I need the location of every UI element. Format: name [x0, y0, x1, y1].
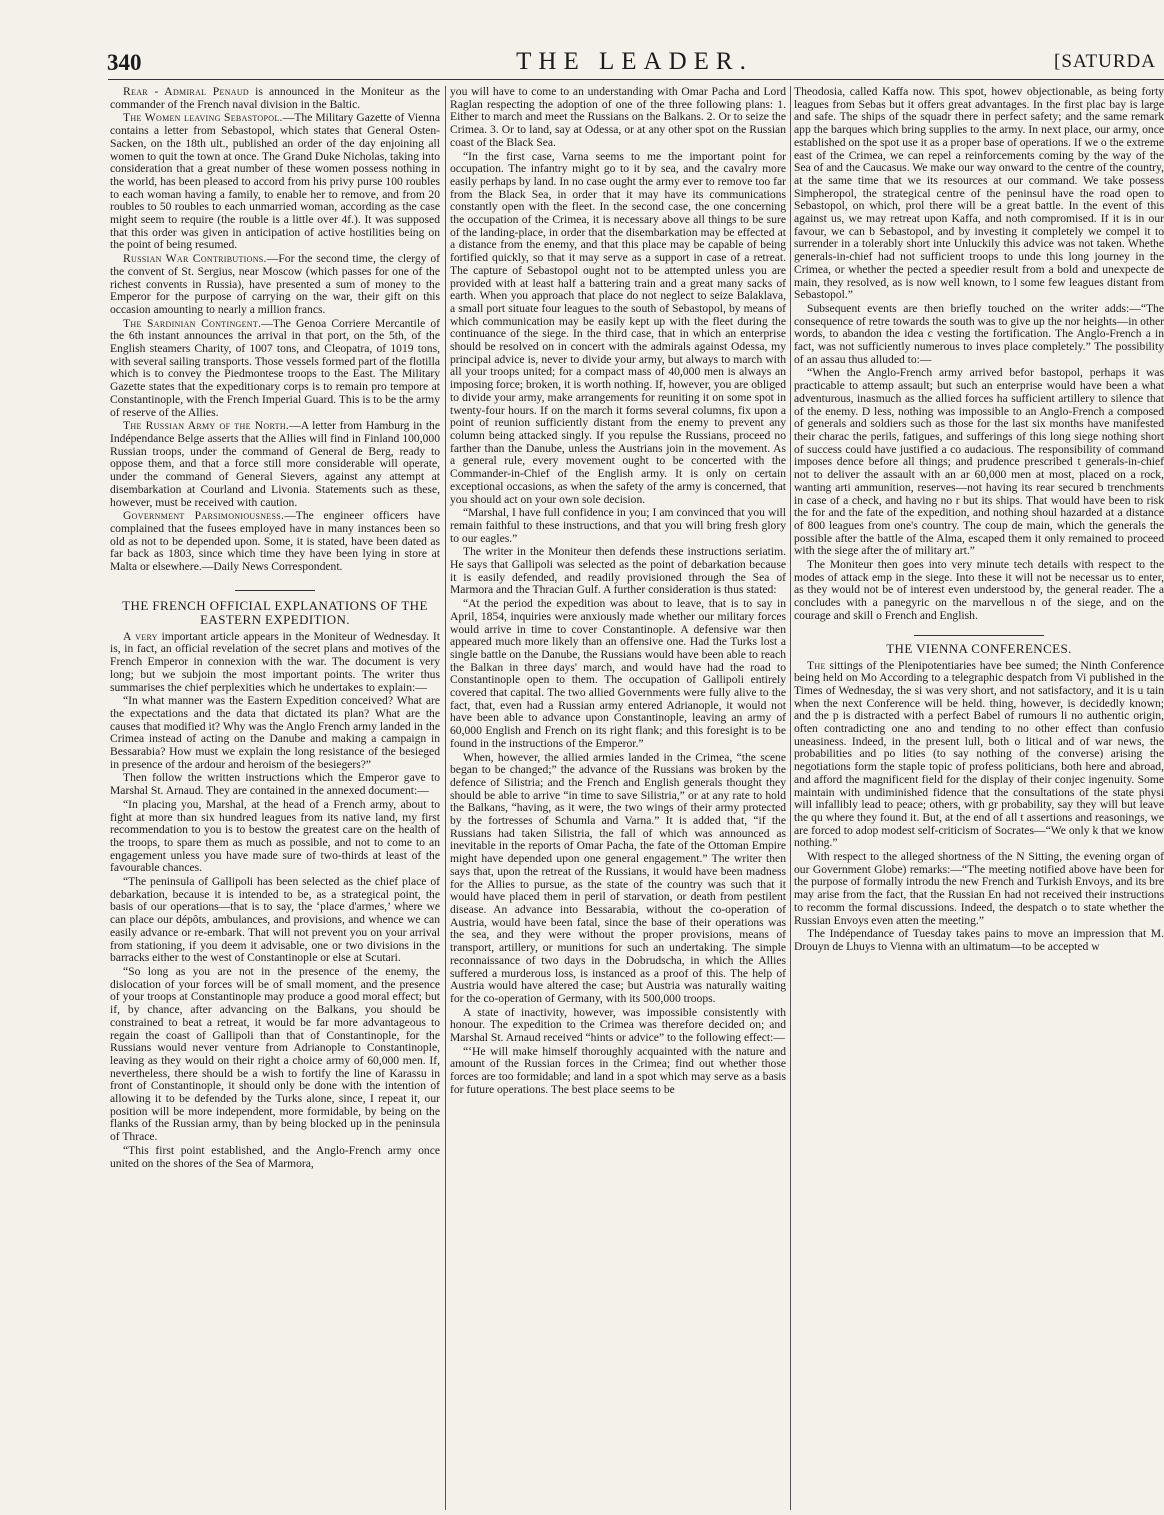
column-2 — [450, 86, 786, 1510]
running-head: [SATURDA — [1054, 51, 1156, 72]
column-separator — [790, 86, 791, 1510]
paragraph-lead: The Sardinian Contingent. — [123, 316, 262, 330]
article-paragraph — [110, 318, 440, 420]
article-heading-french-explanations: THE FRENCH OFFICIAL EXPLANATIONS OF THE EASTERN EXPEDITION. — [122, 597, 428, 627]
paragraph-lead: Rear - Admiral Penaud — [123, 86, 249, 98]
quoted-paragraph: “In what manner was the Eastern Expedition conceived? What are the expectations and the data that dictated its plan? What are the causes that modified it? Why was the Anglo French army landed in the Crimea instead of acting on the Danube and making a campaign in Bessarabia? How must we explain the long resistance of the besieged in presence of the ardour and heroism of the besiegers?” — [110, 694, 440, 771]
article-paragraph: When, however, the allied armies landed in the Crimea, “the scene began to be changed;” the advance of the Russians was broken by the defence of Silistria; and the French and English generals thought they should be able to arrive “in time to save Silistria,” or at any rate to hold the Balkans, “having, as it were, the two wings of their army protected by the fortresses of Schumla and Varna.” It is added that, “if the Russians had taken Silistria, the fall of which was announced as inevitable in the reports of Omar Pacha, the fate of the Ottoman Empire might have depended upon one general engagement.” The writer then says that, upon the retreat of the Russians, it would have been madness for the Allies to pursue, as the state of the country was such that it would have placed them in peril of starvation, or death from pestilent disease. An advance into Bessarabia, without the co-operation of Austria, would have been fatal, since the base of their operations was the sea, and they were without the proper provisions, means of transport, artillery, or munitions for such an undertaking. The simple reconnaissance of two days in the Dobrudscha, in which the Allies suffered a murderous loss, is instanced as a proof of this. The help of Austria would have altered the case; but Austria was naturally waiting for the co-operation of Germany, with its 500,000 troops. — [450, 750, 786, 1005]
paragraph-text: —The engineer officers have complained that the fusees employed have in many instances been so old as not to be depended upon. Some, it is stated, have been dated as far back as 1803, since which time they have been lying in store at Malta or elsewhere.—Daily News Correspondent. — [110, 509, 440, 574]
article-paragraph — [110, 112, 440, 252]
article-paragraph: With respect to the alleged shortness of the N Sitting, the evening organ of our Government Globe) remarks:—“The meeting notified above have been for the purpose of formally introdu the new French and Turkish Envoys, and its bre may arise from the fact, that the Russian En had not received their instructions to recomm the formal discussions. Indeed, the despatch o to state whether the Russian Envoys even atten the meeting.” — [794, 850, 1164, 927]
column-3 — [794, 86, 1164, 1510]
paragraph-lead: Government Parsimoniousness. — [123, 509, 285, 523]
page-number: 340 — [107, 50, 142, 75]
quoted-paragraph: “Marshal, I have full confidence in you; I am convinced that you will remain faithful to these instructions, and that you will bring fresh glory to our eagles.” — [450, 506, 786, 545]
article-paragraph — [110, 253, 440, 317]
masthead — [105, 48, 1164, 80]
paragraph-text: —For the second time, the clergy of the convent of St. Sergius, near Moscow (which passes for one of the richest convents in Russia), have presented a sum of money to the Emperor for the purpose of carrying on the war, their gift on this occasion amounting to nearly a million francs. — [110, 252, 440, 316]
section-divider — [914, 635, 1044, 636]
article-paragraph: The Indépendance of Tuesday takes pains to move an impression that M. Drouyn de Lhuys to Vienna with an ultimatum—to be accepted w — [794, 927, 1164, 953]
paragraph-text: sittings of the Plenipotentiaries have bee sumed; the Ninth Conference being held on Mo According to a telegraphic despatch from Vi published in the Times of Wednesday, the si was very short, and not satisfactory, and it is u tain when the next Conference will be held. thing, however, is decidedly known; and the p is distracted with a perfect Babel of rumours li no authentic origin, often contradicting one ano and tending to no other effect than confusio uneasiness. Indeed, in the present lull, both o litical and of war news, the probabilities and po lities (to say nothing of the converse) arising the negotiations form the staple topic of profess politicians, both here and abroad, and afford the magnificent field for the display of their conjec ingenuity. Some maintain with undiminished fidence that the consultations of the state physi will infallibly lead to peace; others, with gr probability, say they will but leave the qu where they found it. But, at the end of all t assertions and reasonings, we are forced to adop modest self-criticism of Socrates—“We only k that we know nothing.” — [794, 658, 1164, 850]
paragraph-lead: Russian War Contributions. — [123, 252, 267, 266]
article-paragraph: Subsequent events are then briefly touched on the writer adds:—“The consequence of retre towards the south was to give up the nor heights—in other words, to abandon the idea c vesting the fortification. The Anglo-French a in fact, was not sufficiently numerous to inves place completely.” The possibility of an assau thus alluded to:— — [794, 301, 1164, 366]
article-heading-vienna-conferences: THE VIENNA CONFERENCES. — [886, 640, 1072, 656]
article-paragraph: The Moniteur then goes into very minute tech details with respect to the modes of attack emp in the siege. Into these it will not be necessar us to enter, as they would not be of interest even understood by, the general reader. The a concludes with a panegyric on the marvellous n of the siege, and on the courage and skill o French and English. — [794, 558, 1164, 622]
section-divider — [235, 590, 315, 591]
paragraph-text: is announced in the Moniteur as the commander of the French naval division in the Baltic. — [110, 86, 440, 111]
article-paragraph — [110, 420, 440, 509]
paragraph-text: —The Military Gazette of Vienna contains a letter from Sebastopol, which states that General Osten-Sacken, on the 18th ult., published an order of the day enjoining all women to quit the town at once. The Grand Duke Nicholas, taking into consideration that a great number of these women possess nothing in the world, has been pleased to accord from his privy purse 100 roubles to each woman having a family, to enable her to remove, and from 20 roubles to 50 roubles to each unmarried woman, according as the case might seem to require (the rouble is a little over 4f.). It was supposed that this order was given in anticipation of active hostilities being on the point of being resumed. — [110, 111, 440, 252]
column-separator — [445, 86, 446, 1510]
article-paragraph: The writer in the Moniteur then defends these instructions seriatim. He says that Gallipoli was selected as the point of debarkation because it is easily defended, and readily provisioned through the Sea of Marmora and the Thracian Gulf. A further consideration is thus stated: — [450, 545, 786, 597]
paragraph-lead: The Russian Army of the North. — [123, 419, 290, 433]
quoted-paragraph: “In the first case, Varna seems to me the important point for occupation. The infantry might go to it by sea, and the cavalry more easily perhaps by land. In no case ought the army ever to remove too far from the Black Sea, in order that it may have its communications constantly open with the fleet. In the second case, the one concerning the occupation of the Crimea, it is necessary above all things to be sure of the landing-place, in order that the disembarkation may be effected at a distance from the enemy, and that this place may be capable of being fortified quickly, so that it may serve as a support in case of a retreat. The capture of Sebastopol ought not to be attempted unless you are provided with at least half a battering train and a great many sacks of earth. When you approach that place do not neglect to seize Balaklava, a small port situate four leagues to the south of Sebastopol, by means of which communication may be easily kept up with the fleet during the continuance of the siege. In the third case, that in which an enterprise should be resolved on in concert with the admirals against Odessa, my principal advice is, never to divide your army, but always to march with all your troops united; for a compact mass of 40,000 men is always an imposing force; broken, it is worth nothing. If, however, you are obliged to divide your army, make arrangements for reuniting it on some spot in twenty-four hours. If on the march it forms several columns, fix upon a point of reunion sufficiently distant from the enemy to prevent any column being attacked singly. If you repulse the Russians, proceed no farther than the Danube, unless the Austrians join in the movement. As a general rule, every movement ought to be concerted with the Commander-in-Chief of the English army. It is only on certain exceptional occasions, as when the safety of the army is concerned, that you should act on your own sole decision. — [450, 149, 786, 506]
quoted-paragraph: “This first point established, and the Anglo-French army once united on the shores of the Sea of Marmora, — [110, 1143, 440, 1170]
quoted-paragraph: you will have to come to an understanding with Omar Pacha and Lord Raglan respecting the adoption of one of the three following plans: 1. Either to march and meet the Russians on the Balkans. 2. Or to seize the Crimea. 3. Or to land, say at Odessa, or at any other spot on the Russian coast of the Black Sea. — [450, 86, 786, 149]
quoted-paragraph: “When the Anglo-French army arrived befor bastopol, perhaps it was practicable to attemp assault; but such an enterprise would have been a what adventurous, inasmuch as the allied forces ha sufficient artillery to silence that of the enemy. D less, nothing was impossible to an Anglo-French a composed of generals and soldiers such as those for the last six months have manifested their charac the perils, fatigues, and sufferings of this long siege nothing short of success could have justified a co audacious. The responsibility of command imposes dence before all things; and prudence prescribed t generals-in-chief not to deliver the assault with an ar 60,000 men at most, placed on a rock, wanting arti ammunition, reserves—not having its rear secured b trenchments in case of a check, and having no r but its ships. That would have been to risk the for and the fate of the expedition, and nothing shoul hazarded at a distance of 800 leagues from one's country. The coup de main, which the generals the possible after the battle of the Alma, escaped them it only remained to proceed with the siege after the of military art.” — [794, 366, 1164, 558]
quoted-paragraph: “So long as you are not in the presence of the enemy, the dislocation of your forces will be of small moment, and the presence of your troops at Constantinople may produce a good moral effect; but if, by chance, after advancing on the Balkans, you should be constrained to beat a retreat, it would be far more advantageous to regain the coast of Gallipoli than that of Constantinople, for the Russians would never venture from Adrianople to Constantinople, leaving as they would on their right a choice army of 60,000 men. If, nevertheless, there should be a wish to fortify the line of Karassu in front of Constantinople, it should only be done with the intention of allowing it to be defended by the Turks alone, since, I repeat it, our position will be more independent, more formidable, by being on the flanks of the Russian army, than by being blocked up in the peninsula of Thrace. — [110, 965, 440, 1144]
paragraph-lead: The — [807, 658, 826, 672]
quoted-paragraph: “At the period the expedition was about to leave, that is to say in April, 1854, inquiries were anxiously made whether our military forces would arrive in time to cover Constantinople. A defensive war then appeared much more likely than an offensive one. Had the Turks lost a single battle on the Danube, the Russians would have been able to reach the Balkan in three days' march, and would have had the road to Constantinople open to them. The occupation of Gallipoli entirely covered that capital. The two allied Governments were fully alive to the fact, that, even had a Russian army entered Adrianople, it would not have been able to advance upon Constantinople, leaving an army of 60,000 English and French on its right flank; and this foresight is to be found in the instructions of the Emperor.” — [450, 597, 786, 750]
paragraph-text: —A letter from Hamburg in the Indépendance Belge asserts that the Allies will find in Finland 100,000 Russian troops, under the command of General de Berg, ready to oppose them, and that a force still more considerable will operate, under the command of General Sievers, against any attempt at disembarkation at Courland and Livonia. Statements such as these, however, must be received with caution. — [110, 419, 440, 509]
paragraph-text: important article appears in the Moniteur of Wednesday. It is, in fact, an official revelation of the secret plans and motives of the French Emperor in connexion with the war. The document is very long; but we subjoin the most important points. The writer thus summarises the chief perplexities which he undertakes to explain:— — [110, 629, 440, 694]
newspaper-title: THE LEADER. — [516, 48, 753, 75]
header-rule — [108, 79, 1164, 80]
quoted-paragraph: “The peninsula of Gallipoli has been selected as the chief place of debarkation, because it is intended to be, as a strategical point, the basis of our operations—that is to say, the ‘place d'armes,’ where we can place our dépôts, ambulances, and provisions, and whence we can easily advance or re-embark. That will not prevent you on your arrival from stationing, if you deem it advisable, one or two divisions in the barracks either to the west of Constantinople or else at Scutari. — [110, 875, 440, 965]
article-paragraph: Then follow the written instructions which the Emperor gave to Marshal St. Arnaud. They are contained in the annexed document:— — [110, 771, 440, 798]
column-1 — [110, 86, 440, 1510]
quoted-paragraph: “In placing you, Marshal, at the head of a French army, about to fight at more than six hundred leagues from its native land, my first recommendation to you is to bestow the greatest care on the health of the troops, to spare them as much as possible, and not to come to an engagement unless you have made sure of two-thirds at least of the favourable chances. — [110, 797, 440, 875]
article-paragraph: A state of inactivity, however, was impossible consistently with honour. The expedition to the Crimea was therefore decided on; and Marshal St. Arnaud received “hints or advice” to the following effect:— — [450, 1005, 786, 1045]
article-paragraph — [794, 660, 1164, 851]
article-paragraph — [110, 631, 440, 695]
quoted-paragraph: “‘He will make himself thoroughly acquainted with the nature and amount of the Russian forces in the Crimea; find out whether those forces are too formidable; and land in a spot which may serve as a basis for future operations. The best place seems to be — [450, 1044, 786, 1096]
article-paragraph — [110, 86, 440, 111]
paragraph-lead: A very — [123, 629, 158, 643]
paragraph-text: —The Genoa Corriere Mercantile of the 6th instant announces the arrival in that port, on the 5th, of the English steamers Charity, of 1007 tons, and Cleopatra, of 1019 tons, with several sailing transports. Those vessels formed part of the flotilla which is to convey the Piedmontese troops to the East. The Military Gazette states that the expeditionary corps is to remain pro tempore at Constantinople, with the French Imperial Guard. This is to be the army of reserve of the Allies. — [110, 316, 440, 419]
article-paragraph — [110, 510, 440, 574]
paragraph-lead: The Women leaving Sebastopol. — [123, 111, 283, 125]
quoted-paragraph: Theodosia, called Kaffa now. This spot, howev objectionable, as being forty leagues from Sebas but it offers great advantages. In the first plac bay is large and safe. The ships of the squadr there in perfect safety; and the same remark app the barques which bring supplies to the army. In next place, our army, once established on the spot use it as a proper base of operations. If we o the extreme east of the Crimea, we can repel a reinforcements coming by the way of the Sea of and the Caucasus. We make our way onward to the centre of the country, at the same time that we its resources at our command. We take possess Simpheropol, the strategical centre of the peninsul have the road open to Sebastopol, on which, prol there will be a great battle. In the event of this against us, we may retreat upon Kaffa, and noth compromised. If it is in our favour, we can b Sebastopol, and by investing it completely we compel it to surrender in a tolerably short inte Unluckily this advice was not taken. Whethe generals-in-chief had not sufficient troops to unde this long journey in the Crimea, or whether the pected a speedier result from a bold and unexpecte de main, they resolved, as is now well known, to l some few leagues distant from Sebastopol.” — [794, 86, 1164, 302]
